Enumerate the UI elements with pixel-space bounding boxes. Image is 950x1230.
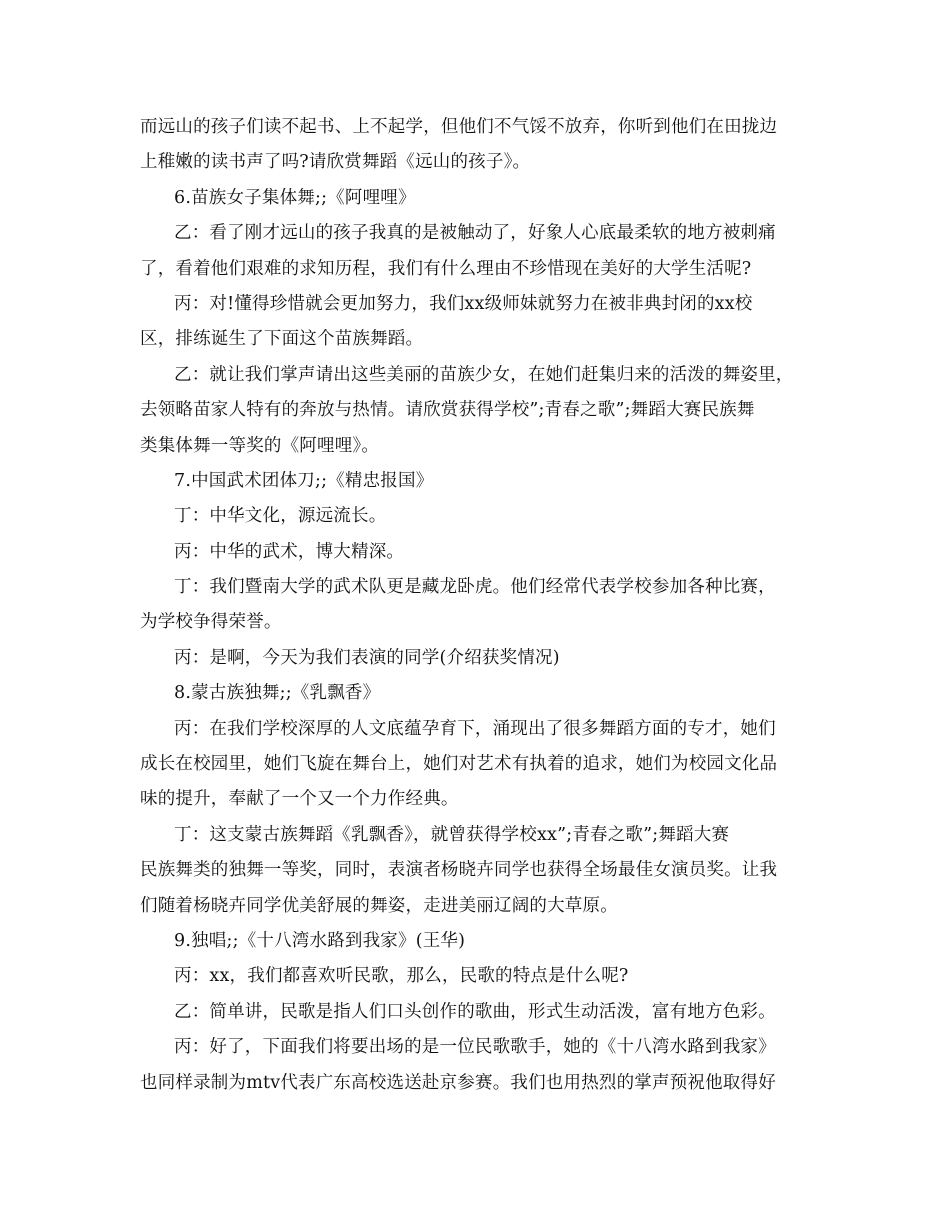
document-body [140,110,822,1101]
text-line: 们随着杨晓卉同学优美舒展的舞姿，走进美丽辽阔的大草原。 [140,895,618,916]
text-line: 为学校争得荣誉。 [140,612,282,633]
text-line: 而远山的孩子们读不起书、上不起学，但他们不气馁不放弃，你听到他们在田拢边 [140,117,778,137]
text-line: 乙：看了刚才远山的孩子我真的是被触动了，好象人心底最柔软的地方被刺痛 [174,223,776,244]
text-line: 丁：我们暨南大学的武术队更是藏龙卧虎。他们经常代表学校参加各种比赛， [174,577,776,598]
text-line: 丙：是啊，今天为我们表演的同学(介绍获奖情况) [174,647,560,668]
text-line: 丁：这支蒙古族舞蹈《乳飘香》，就曾获得学校xx”;青春之歌”;舞蹈大赛 [174,824,730,845]
text-line: 乙：就让我们掌声请出这些美丽的苗族少女，在她们赶集归来的活泼的舞姿里， [174,364,794,385]
text-line: 民族舞类的独舞一等奖，同时，表演者杨晓卉同学也获得全场最佳女演员奖。让我 [140,860,778,881]
text-line: 丙：中华的武术，博大精深。 [174,541,405,562]
text-line: 了，看着他们艰难的求知历程，我们有什么理由不珍惜现在美好的大学生活呢? [140,258,752,279]
text-line: 6.苗族女子集体舞;;《阿哩哩》 [174,187,416,208]
text-line: 8.蒙古族独舞;;《乳飘香》 [174,683,381,704]
text-line: 9.独唱;;《十八湾水路到我家》(王华) [174,930,466,951]
text-line: 丙：对!懂得珍惜就会更加努力，我们xx级师妹就努力在被非典封闭的xx校 [174,293,753,314]
text-line: 乙：简单讲，民歌是指人们口头创作的歌曲，形式生动活泼，富有地方色彩。 [174,1001,776,1022]
text-line: 成长在校园里，她们飞旋在舞台上，她们对艺术有执着的追求，她们为校园文化品 [140,754,778,775]
text-line: 丙：xx，我们都喜欢听民歌，那么，民歌的特点是什么呢? [174,966,629,987]
text-line: 丙：好了，下面我们将要出场的是一位民歌歌手，她的《十八湾水路到我家》 [174,1037,776,1058]
text-line: 丙：在我们学校深厚的人文底蕴孕育下，涌现出了很多舞蹈方面的专才，她们 [174,718,776,739]
text-line: 去领略苗家人特有的奔放与热情。请欣赏获得学校”;青春之歌”;舞蹈大赛民族舞 [140,400,755,421]
text-line: 丁：中华文化，源远流长。 [174,506,387,527]
text-line: 上稚嫩的读书声了吗?请欣赏舞蹈《远山的孩子》。 [140,152,531,173]
text-line: 类集体舞一等奖的《阿哩哩》。 [140,435,380,456]
text-line: 区，排练诞生了下面这个苗族舞蹈。 [140,329,424,350]
text-line: 7.中国武术团体刀;;《精忠报国》 [174,470,434,491]
text-line: 味的提升，奉献了一个又一个力作经典。 [140,789,459,810]
text-line: 也同样录制为mtv代表广东高校选送赴京参赛。我们也用热烈的掌声预祝他取得好 [140,1072,776,1093]
